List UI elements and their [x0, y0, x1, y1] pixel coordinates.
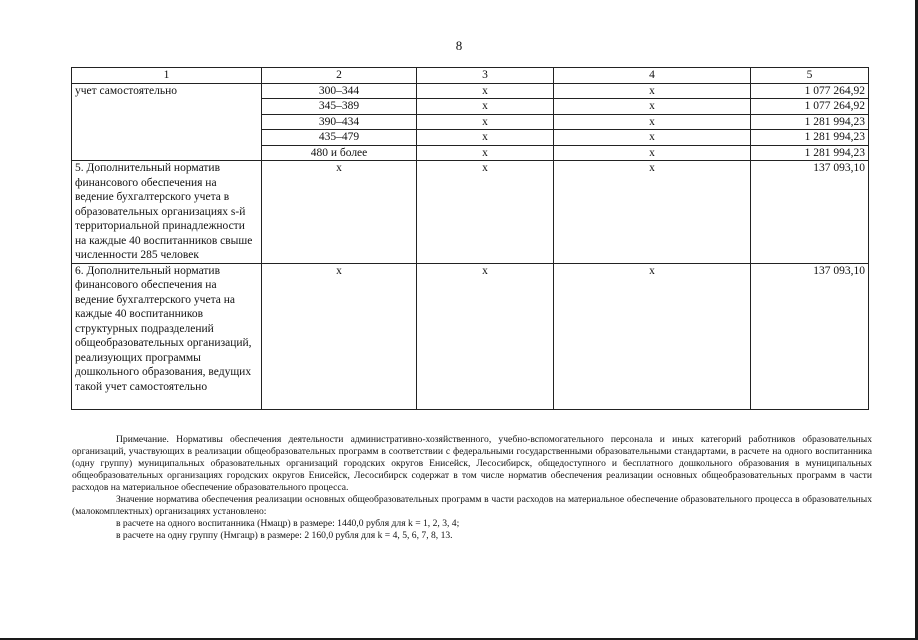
- range-cell: 390–434: [262, 114, 417, 130]
- header-cell: 5: [751, 68, 869, 84]
- note-paragraph: Значение норматива обеспечения реализации основных общеобразовательных программ в части расходов на материальное обеспечение образовательного процесса в образовательных (малокомплектных) организациях установлено:: [72, 494, 872, 517]
- x-cell: х: [554, 161, 751, 264]
- range-cell: 300–344: [262, 83, 417, 99]
- value-cell: 1 281 994,23: [751, 130, 869, 146]
- x-cell: х: [417, 161, 554, 264]
- range-cell: 345–389: [262, 99, 417, 115]
- note-line: в расчете на одного воспитанника (Нмацр) в размере: 1440,0 рубля для k = 1, 2, 3, 4;: [116, 518, 460, 529]
- x-cell: х: [554, 99, 751, 115]
- x-cell: х: [262, 161, 417, 264]
- x-cell: х: [262, 263, 417, 409]
- header-row: [72, 68, 869, 84]
- x-cell: х: [417, 83, 554, 99]
- x-cell: х: [417, 130, 554, 146]
- value-cell: 137 093,10: [751, 263, 869, 409]
- norms-table: [71, 67, 869, 410]
- header-cell: 2: [262, 68, 417, 84]
- x-cell: х: [554, 145, 751, 161]
- x-cell: х: [417, 263, 554, 409]
- x-cell: х: [554, 263, 751, 409]
- x-cell: х: [554, 83, 751, 99]
- header-cell: 3: [417, 68, 554, 84]
- table-row: [72, 83, 869, 99]
- table-row: [72, 263, 869, 409]
- range-cell: 480 и более: [262, 145, 417, 161]
- value-cell: 1 281 994,23: [751, 114, 869, 130]
- value-cell: 1 077 264,92: [751, 99, 869, 115]
- note-paragraph: Примечание. Нормативы обеспечения деятельности административно-хозяйственного, учебно-вспомогательного персонала и иных категорий работников образовательных организаций, участвующих в реализации общеобразовательных программ в соответствии с федеральными государственными образовательными стандартами, в расчете на одного воспитанника (одну группу) муниципальных образовательных организаций городских округов Енисейск, Лесосибирск, общедоступного и бесплатного дошкольного образования в муниципальных общеобразовательных организациях городских округов Енисейск, Лесосибирск содержат в том числе норматив обеспечения реализации основных общеобразовательных программ в части расходов на материальное обеспечение образовательного процесса.: [72, 434, 872, 493]
- x-cell: х: [554, 130, 751, 146]
- range-cell: 435–479: [262, 130, 417, 146]
- notes-section: [72, 434, 872, 542]
- group-label-cell: учет самостоятельно: [72, 83, 262, 161]
- table-row: [72, 161, 869, 264]
- note-line: в расчете на одну группу (Нмгацр) в размере: 2 160,0 рубля для k = 4, 5, 6, 7, 8, 13.: [116, 530, 453, 541]
- value-cell: 137 093,10: [751, 161, 869, 264]
- x-cell: х: [417, 99, 554, 115]
- header-cell: 1: [72, 68, 262, 84]
- norm-description-cell: 6. Дополнительный норматив финансового обеспечения на ведение бухгалтерского учета на каждые 40 воспитанников структурных подразделений общеобразовательных организаций, реализующих программы дошкольного образования, ведущих такой учет самостоятельно: [72, 263, 262, 409]
- value-cell: 1 281 994,23: [751, 145, 869, 161]
- x-cell: х: [554, 114, 751, 130]
- page-number: 8: [455, 38, 463, 53]
- norm-description-cell: 5. Дополнительный норматив финансового обеспечения на ведение бухгалтерского учета в образовательных организациях s-й территориальной принадлежности на каждые 40 воспитанников свыше численности 285 человек: [72, 161, 262, 264]
- x-cell: х: [417, 145, 554, 161]
- x-cell: х: [417, 114, 554, 130]
- value-cell: 1 077 264,92: [751, 83, 869, 99]
- header-cell: 4: [554, 68, 751, 84]
